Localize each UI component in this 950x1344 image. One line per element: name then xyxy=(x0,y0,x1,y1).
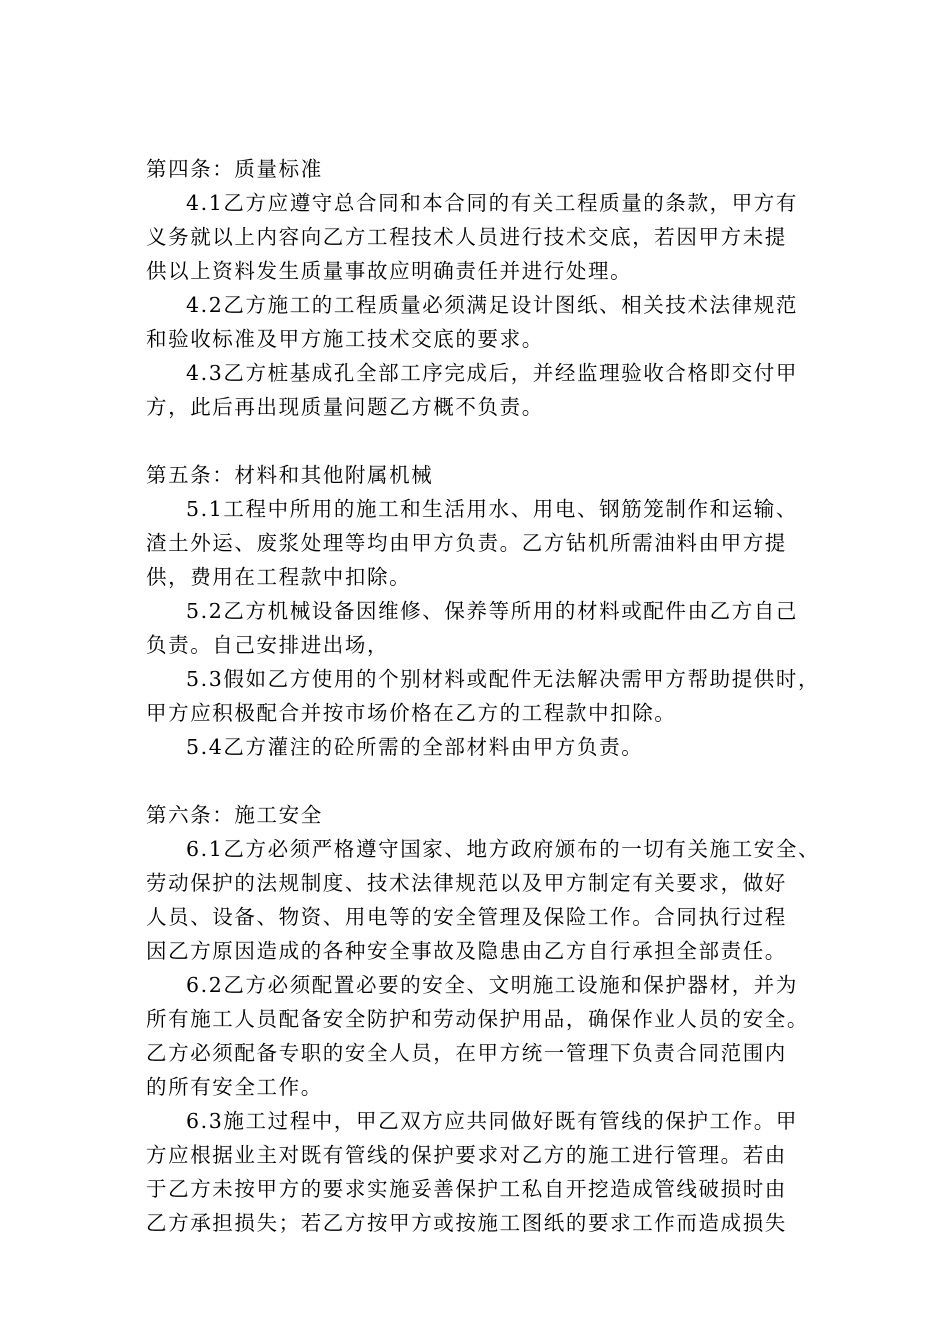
text-line: 的所有安全工作。 xyxy=(146,1075,323,1099)
text-line: 4.3乙方桩基成孔全部工序完成后，并经监理验收合格即交付甲 xyxy=(186,361,798,385)
section-heading: 第四条：质量标准 xyxy=(146,157,323,181)
text-line: 负责。自己安排进出场， xyxy=(146,633,390,657)
text-line: 所有施工人员配备安全防护和劳动保护用品，确保作业人员的安全。 xyxy=(146,1007,809,1031)
text-line: 5.4乙方灌注的砼所需的全部材料由甲方负责。 xyxy=(186,735,644,759)
text-line: 于乙方未按甲方的要求实施妥善保护工私自开挖造成管线破损时由 xyxy=(146,1177,787,1201)
section-heading: 第六条：施工安全 xyxy=(146,803,323,827)
text-line: 供以上资料发生质量事故应明确责任并进行处理。 xyxy=(146,259,633,283)
section-6 xyxy=(146,798,821,1240)
paragraph-6-1 xyxy=(146,832,821,968)
paragraph-6-2 xyxy=(146,968,809,1104)
text-line: 乙方承担损失；若乙方按甲方或按施工图纸的要求工作而造成损失 xyxy=(146,1211,787,1235)
document-page xyxy=(146,152,821,1240)
section-4 xyxy=(146,152,806,424)
section-heading: 第五条：材料和其他附属机械 xyxy=(146,463,434,487)
section-5 xyxy=(146,458,821,764)
section-spacer xyxy=(146,764,806,798)
text-line: 5.1工程中所用的施工和生活用水、用电、钢筋笼制作和运输、 xyxy=(186,497,798,521)
text-line: 甲方应积极配合并按市场价格在乙方的工程款中扣除。 xyxy=(146,701,677,725)
text-line: 和验收标准及甲方施工技术交底的要求。 xyxy=(146,327,544,351)
text-line: 5.2乙方机械设备因维修、保养等所用的材料或配件由乙方自己 xyxy=(186,599,798,623)
text-line: 4.1乙方应遵守总合同和本合同的有关工程质量的条款，甲方有 xyxy=(186,191,798,215)
text-line: 劳动保护的法规制度、技术法律规范以及甲方制定有关要求，做好 xyxy=(146,871,787,895)
paragraph-5-3 xyxy=(146,662,821,730)
text-line: 6.2乙方必须配置必要的安全、文明施工设施和保护器材，并为 xyxy=(186,973,798,997)
section-spacer xyxy=(146,424,806,458)
text-line: 4.2乙方施工的工程质量必须满足设计图纸、相关技术法律规范 xyxy=(186,293,798,317)
paragraph-6-3 xyxy=(146,1104,806,1240)
text-line: 5.3假如乙方使用的个别材料或配件无法解决需甲方帮助提供时， xyxy=(186,667,821,691)
text-line: 方应根据业主对既有管线的保护要求对乙方的施工进行管理。若由 xyxy=(146,1143,787,1167)
paragraph-5-2 xyxy=(146,594,806,662)
text-line: 义务就以上内容向乙方工程技术人员进行技术交底，若因甲方未提 xyxy=(146,225,787,249)
text-line: 方，此后再出现质量问题乙方概不负责。 xyxy=(146,395,544,419)
text-line: 乙方必须配备专职的安全人员，在甲方统一管理下负责合同范围内 xyxy=(146,1041,787,1065)
paragraph-5-4 xyxy=(146,730,806,764)
text-line: 渣土外运、废浆处理等均由甲方负责。乙方钻机所需油料由甲方提 xyxy=(146,531,787,555)
text-line: 6.1乙方必须严格遵守国家、地方政府颁布的一切有关施工安全、 xyxy=(186,837,821,861)
text-line: 因乙方原因造成的各种安全事故及隐患由乙方自行承担全部责任。 xyxy=(146,939,787,963)
paragraph-4-1 xyxy=(146,186,806,288)
text-line: 人员、设备、物资、用电等的安全管理及保险工作。合同执行过程 xyxy=(146,905,787,929)
text-line: 供，费用在工程款中扣除。 xyxy=(146,565,412,589)
text-line: 6.3施工过程中，甲乙双方应共同做好既有管线的保护工作。甲 xyxy=(186,1109,798,1133)
paragraph-4-2 xyxy=(146,288,806,356)
paragraph-5-1 xyxy=(146,492,806,594)
paragraph-4-3 xyxy=(146,356,806,424)
